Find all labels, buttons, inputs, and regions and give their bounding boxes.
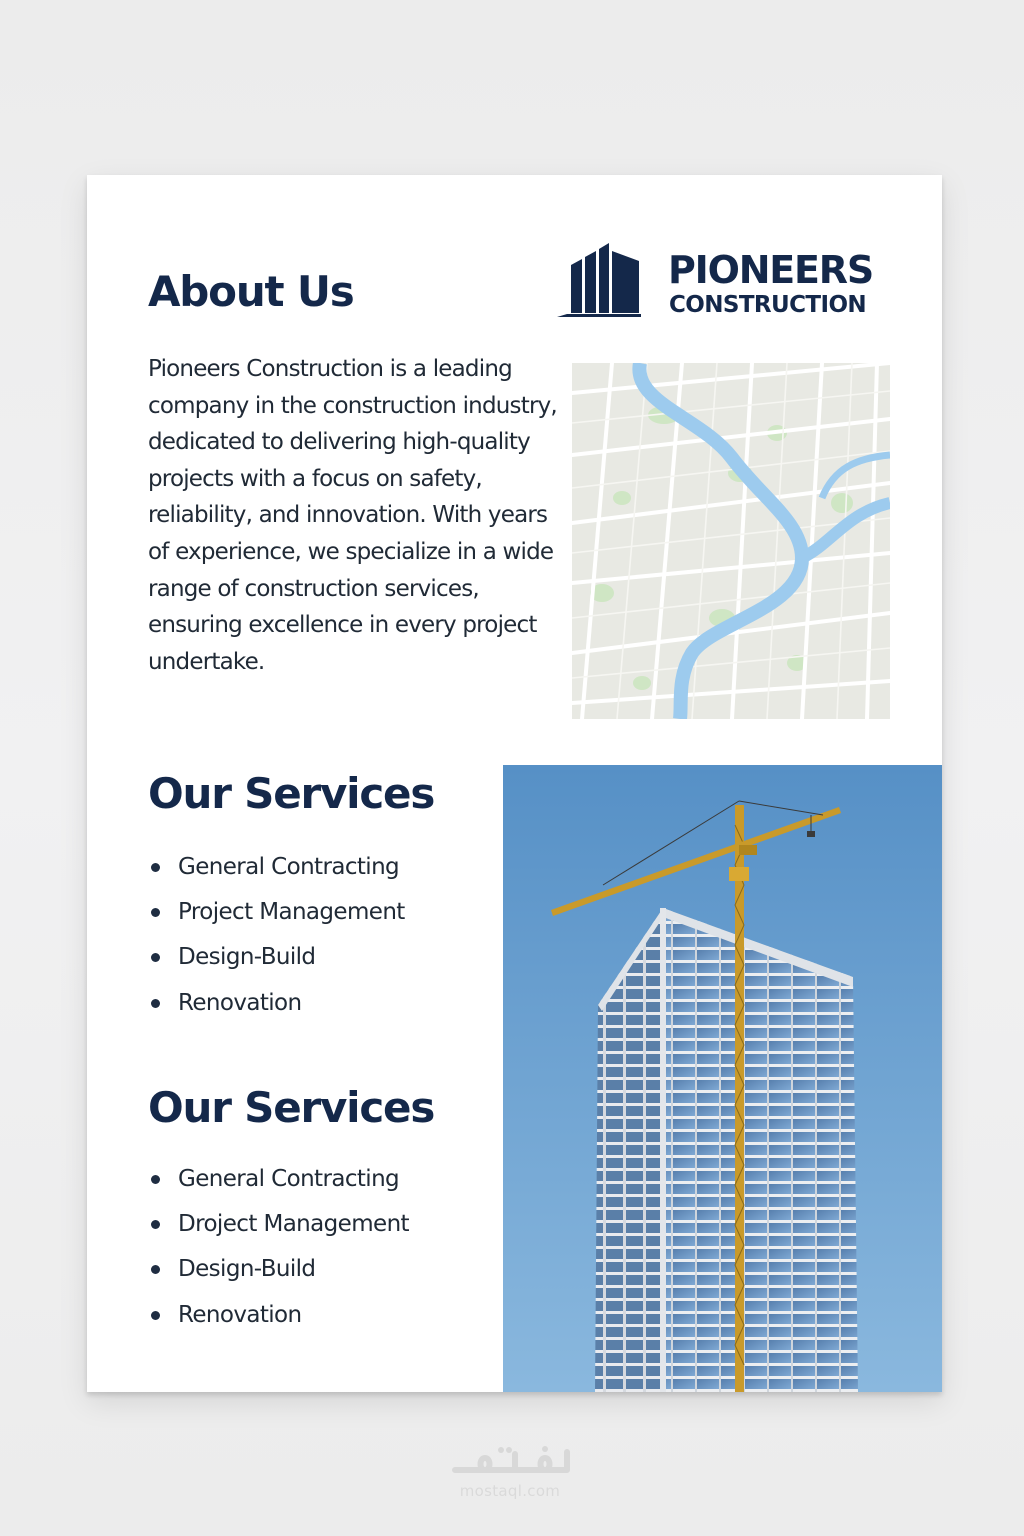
service-item: Renovation <box>148 1295 409 1340</box>
company-logo <box>557 243 897 321</box>
bullet-icon <box>151 953 160 962</box>
mostaql-watermark <box>410 1440 610 1512</box>
service-item: Droject Management <box>148 1204 409 1249</box>
services-list-repeat <box>148 1159 409 1340</box>
watermark-url: mostaql.com <box>459 1482 561 1500</box>
mostaql-logo <box>445 1440 575 1484</box>
bullet-icon <box>151 863 160 872</box>
brochure-page <box>87 175 942 1392</box>
bullet-icon <box>151 999 160 1008</box>
buildings-logo-icon <box>557 243 657 317</box>
bullet-icon <box>151 1220 160 1229</box>
city-map-image <box>572 363 890 719</box>
building-construction-photo <box>503 765 942 1392</box>
service-item: General Contracting <box>148 1159 409 1204</box>
logo-company-subtitle: CONSTRUCTION <box>669 292 867 318</box>
service-item: Project Management <box>148 892 405 937</box>
bullet-icon <box>151 1175 160 1184</box>
logo-company-name: PIONEERS <box>668 248 874 292</box>
about-description: Pioneers Construction is a leading company in the construction industry, dedicated to delivering high-quality projects with a focus on safety, reliability, and innovation. With years of experience, we specialize in a wide range of construction services, ensuring excellence in every project undertake. <box>148 356 557 675</box>
services-list <box>148 847 405 1028</box>
bullet-icon <box>151 1265 160 1274</box>
bullet-icon <box>151 1311 160 1320</box>
service-item: General Contracting <box>148 847 405 892</box>
service-item: Design-Build <box>148 1249 409 1294</box>
service-item: Renovation <box>148 983 405 1028</box>
services-title: Our Services <box>148 769 435 818</box>
bullet-icon <box>151 908 160 917</box>
about-title: About Us <box>148 267 354 316</box>
service-item: Design-Build <box>148 937 405 982</box>
services-title-repeat: Our Services <box>148 1083 435 1132</box>
